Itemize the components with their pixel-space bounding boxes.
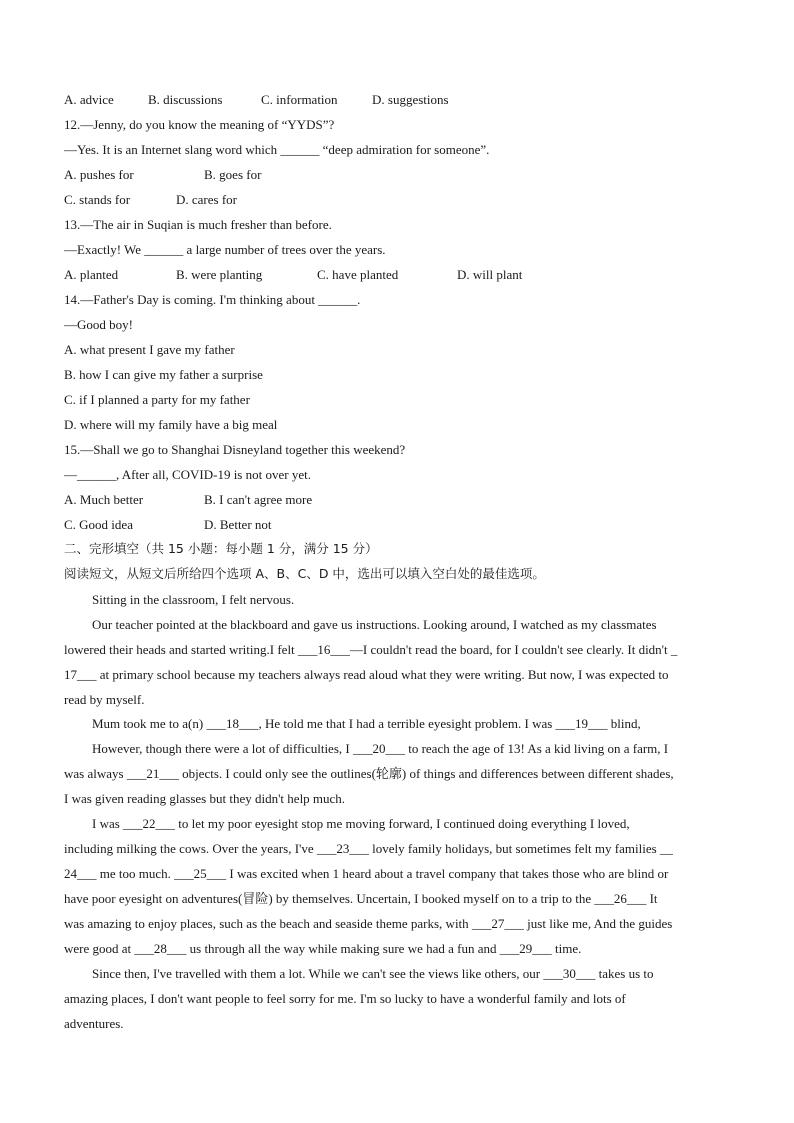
passage-line: lowered their heads and started writing.I felt ___16___—I couldn't read the board, for I couldn't see clearly. It didn't _ <box>64 642 678 657</box>
passage-line: have poor eyesight on adventures(冒险) by themselves. Uncertain, I booked myself on to a trip to the ___26___ It <box>64 891 658 906</box>
passage-line: However, though there were a lot of difficulties, I ___20___ to reach the age of 13! As a kid living on a farm, I <box>92 741 669 756</box>
q14-option-d: D. where will my family have a big meal <box>64 417 278 432</box>
passage-line: Our teacher pointed at the blackboard and gave us instructions. Looking around, I watched as my classmates <box>92 617 657 632</box>
passage-line: including milking the cows. Over the years, I've ___23___ lovely family holidays, but sometimes felt my families __ <box>64 841 673 856</box>
passage-line: Sitting in the classroom, I felt nervous. <box>92 592 295 607</box>
q11-option-b: B. discussions <box>148 92 223 107</box>
q11-option-c: C. information <box>261 92 338 107</box>
passage-line: 17___ at primary school because my teachers always read aloud what they were writing. But now, I was expected to <box>64 667 669 682</box>
q14-option-a: A. what present I gave my father <box>64 342 235 357</box>
q12-option-d: D. cares for <box>176 192 237 207</box>
q13-option-c: C. have planted <box>317 267 399 282</box>
q13-answer: —Exactly! We ______ a large number of trees over the years. <box>64 242 386 257</box>
passage-line: I was given reading glasses but they didn't help much. <box>64 791 346 806</box>
section-heading: 二、完形填空（共 15 小题：每小题 1 分，满分 15 分） <box>64 541 378 556</box>
q15-options-row1 <box>64 492 312 508</box>
q13-question: 13.—The air in Suqian is much fresher than before. <box>64 217 332 232</box>
q12-option-c: C. stands for <box>64 192 131 207</box>
q11-options <box>64 92 449 108</box>
q13-option-b: B. were planting <box>176 267 263 282</box>
q15-options-row2 <box>64 517 272 533</box>
q13-options <box>64 267 522 283</box>
passage-line: were good at ___28___ us through all the way while making sure we had a fun and ___29___ time. <box>64 941 582 956</box>
q15-option-c: C. Good idea <box>64 517 133 532</box>
q11-option-a: A. advice <box>64 92 114 107</box>
passage-line: 24___ me too much. ___25___ I was excited when 1 heard about a travel company that takes those who are blind or <box>64 866 669 881</box>
passage-line: amazing places, I don't want people to feel sorry for me. I'm so lucky to have a wonderful family and lots of <box>64 991 626 1006</box>
q14-question: 14.—Father's Day is coming. I'm thinking about ______. <box>64 292 361 307</box>
q11-option-d: D. suggestions <box>372 92 449 107</box>
q13-option-a: A. planted <box>64 267 119 282</box>
passage-line: Since then, I've travelled with them a lot. While we can't see the views like others, our ___30___ takes us to <box>92 966 654 981</box>
q12-question: 12.—Jenny, do you know the meaning of “YYDS”? <box>64 117 335 132</box>
q14-option-c: C. if I planned a party for my father <box>64 392 250 407</box>
passage-line: was always ___21___ objects. I could only see the outlines(轮廓) of things and differences between different shades, <box>64 766 674 781</box>
passage-line: adventures. <box>64 1016 124 1031</box>
q14-answer: —Good boy! <box>64 317 133 332</box>
passage-line: Mum took me to a(n) ___18___, He told me that I had a terrible eyesight problem. I was ___19___ blind, <box>92 716 641 731</box>
q15-option-b: B. I can't agree more <box>204 492 313 507</box>
q15-answer: —______, After all, COVID-19 is not over yet. <box>64 467 311 482</box>
passage-line: read by myself. <box>64 692 145 707</box>
q12-option-b: B. goes for <box>204 167 262 182</box>
passage-line: was amazing to enjoy places, such as the beach and seaside theme parks, with ___27___ just like me, And the guides <box>64 916 673 931</box>
q15-option-d: D. Better not <box>204 517 272 532</box>
section-instruction: 阅读短文，从短文后所给四个选项 A、B、C、D 中，选出可以填入空白处的最佳选项。 <box>64 566 545 581</box>
q14-option-b: B. how I can give my father a surprise <box>64 367 263 382</box>
passage-line: I was ___22___ to let my poor eyesight stop me moving forward, I continued doing everything I loved, <box>92 816 630 831</box>
q12-option-a: A. pushes for <box>64 167 134 182</box>
q12-options-row1 <box>64 167 261 183</box>
q12-options-row2 <box>64 192 237 208</box>
q15-option-a: A. Much better <box>64 492 144 507</box>
q12-answer: —Yes. It is an Internet slang word which ______ “deep admiration for someone”. <box>64 142 490 157</box>
q13-option-d: D. will plant <box>457 267 523 282</box>
q15-question: 15.—Shall we go to Shanghai Disneyland together this weekend? <box>64 442 406 457</box>
